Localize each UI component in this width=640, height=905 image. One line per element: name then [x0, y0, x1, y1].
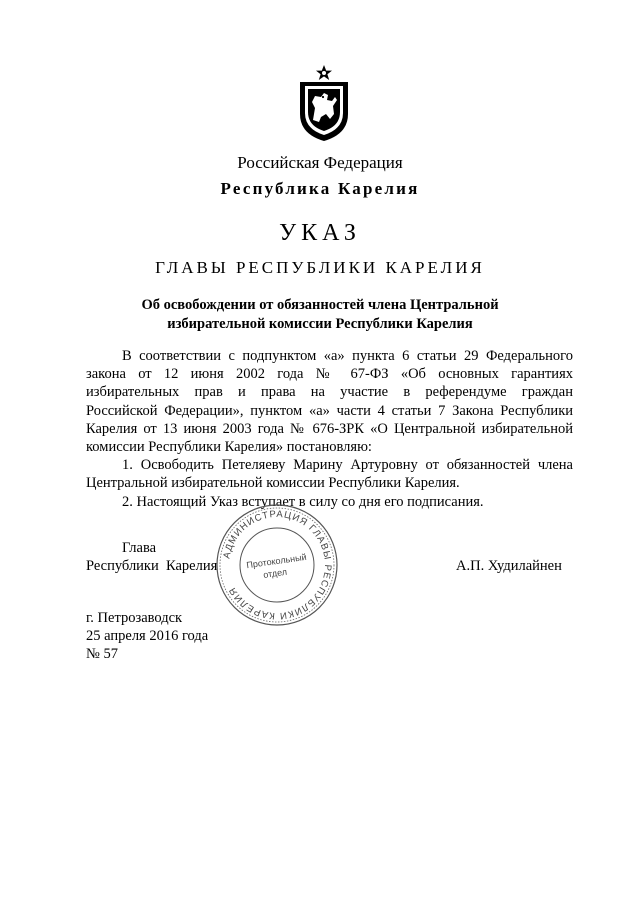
- decree-body: [86, 347, 573, 511]
- stamp-inner-line-1: Протокольный: [245, 551, 308, 571]
- item-1-line: Центральной избирательной комиссии Республики Карелия.: [86, 475, 460, 492]
- subject-line-2: избирательной комиссии Республики Карелия: [167, 316, 473, 332]
- preamble-line: Карелия от 13 июня 2003 года № 676-ЗРК «О Центральной избирательной: [86, 420, 573, 437]
- coat-of-arms-icon: [297, 64, 351, 142]
- preamble-line: избирательных прав и права на участие в референдуме граждан: [86, 384, 573, 401]
- decree-number: № 57: [86, 646, 118, 662]
- preamble-line: В соответствии с подпунктом «а» пункта 6 статьи 29 Федерального: [122, 348, 573, 364]
- issuer-heading: ГЛАВЫ РЕСПУБЛИКИ КАРЕЛИЯ: [155, 258, 485, 277]
- item-2-line: 2. Настоящий Указ вступает в силу со дня его подписания.: [122, 493, 484, 510]
- signature-title-line-2: Республики Карелия: [86, 558, 218, 574]
- stamp-ring-text: АДМИНИСТРАЦИЯ ГЛАВЫ РЕСПУБЛИКИ КАРЕЛИЯ: [221, 508, 334, 622]
- signature-title-line-1: Глава: [122, 540, 157, 556]
- republic-heading: Республика Карелия: [220, 179, 420, 198]
- stamp-inner-line-2: отдел: [262, 566, 288, 580]
- official-stamp-icon: [212, 500, 342, 630]
- signatory-name: А.П. Худилайнен: [456, 558, 562, 574]
- federation-heading: Российская Федерация: [237, 153, 403, 172]
- document-type-title: УКАЗ: [279, 220, 361, 246]
- preamble-line: комиссии Республики Карелия» постановляю:: [86, 438, 372, 455]
- item-1-line: 1. Освободить Петеляеву Марину Артуровну от обязанностей члена: [122, 457, 573, 474]
- preamble-line: Российской Федерации», пунктом «а» части 4 статьи 7 Закона Республики: [86, 402, 573, 419]
- preamble-line: закона от 12 июня 2002 года № 67-ФЗ «Об основных гарантиях: [86, 366, 573, 383]
- subject-line-1: Об освобождении от обязанностей члена Центральной: [141, 297, 499, 313]
- decree-date: 25 апреля 2016 года: [86, 628, 209, 644]
- city: г. Петрозаводск: [86, 610, 183, 626]
